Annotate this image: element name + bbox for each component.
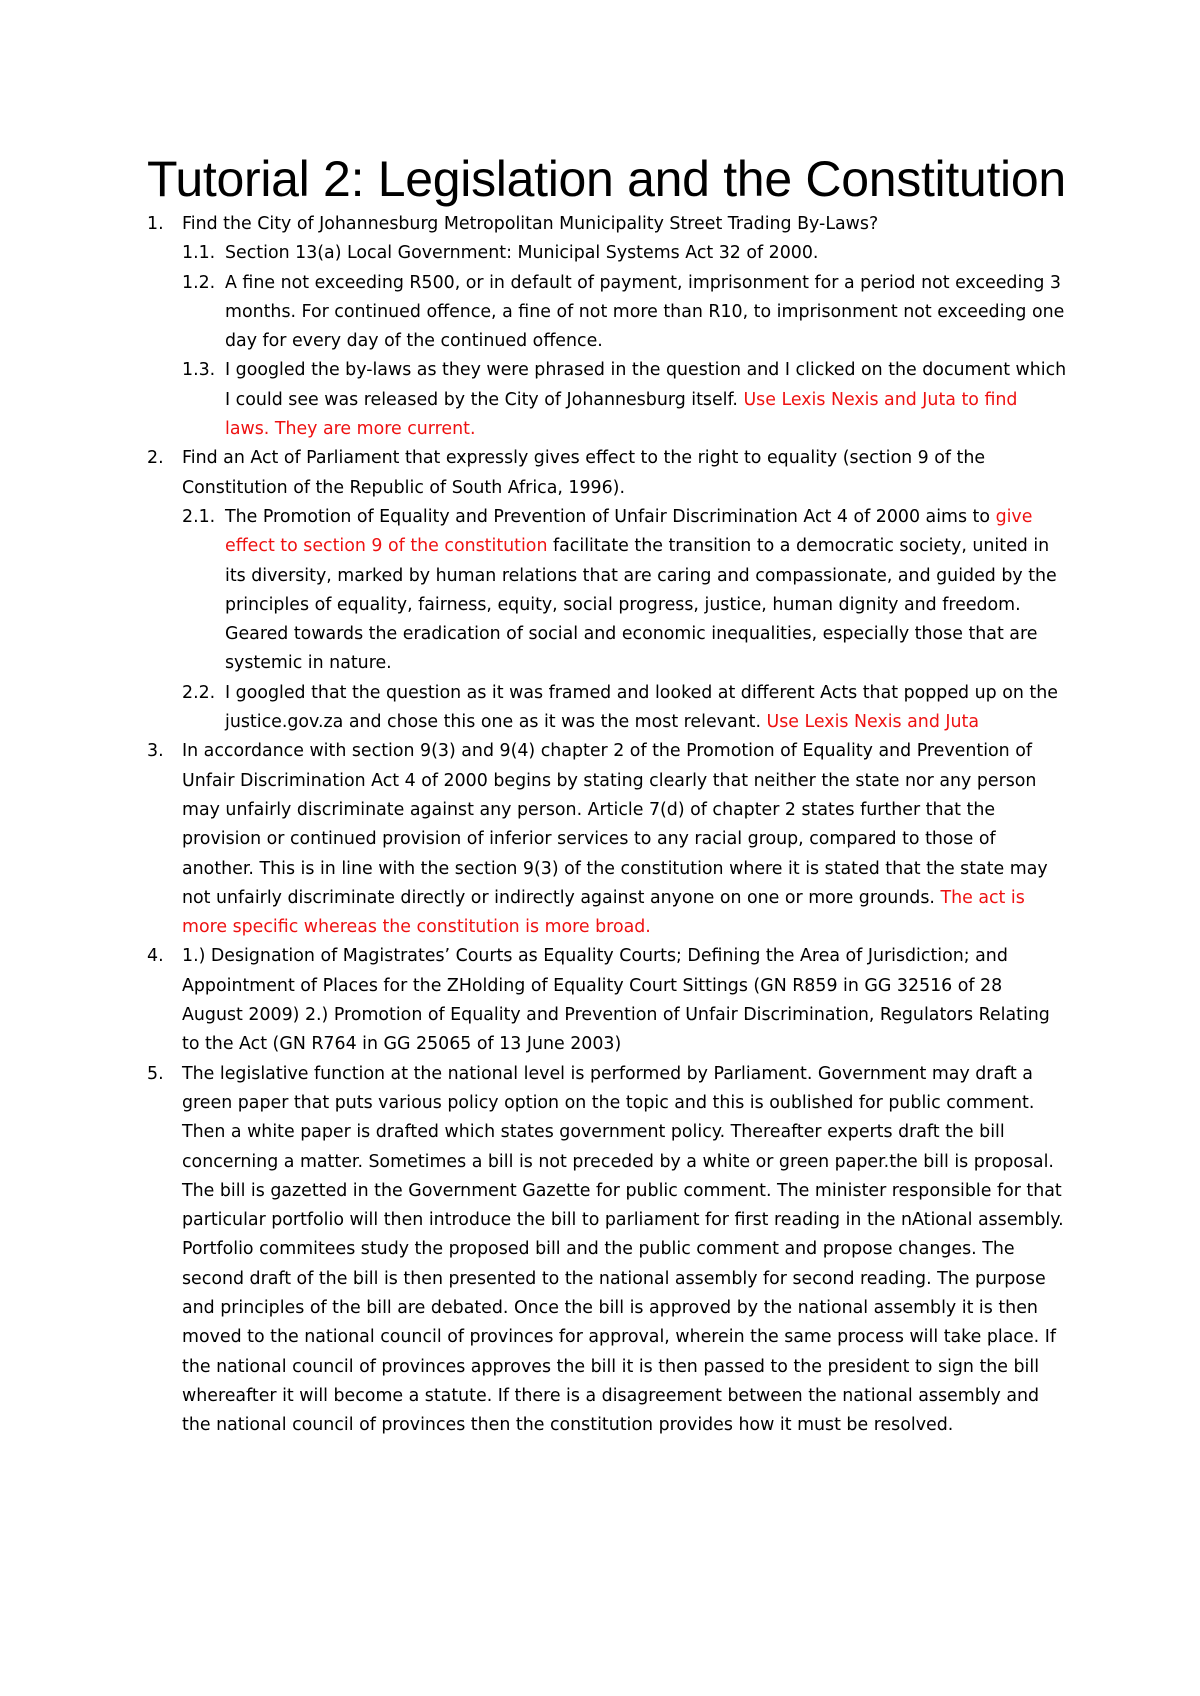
- item-text: Find an Act of Parliament that expressly gives effect to the right to equality (section 9 of the Constitution of the Republic of South Africa, 1996).: [182, 448, 986, 498]
- list-item-5: [147, 1060, 1067, 1441]
- item-text: Find the City of Johannesburg Metropolitan Municipality Street Trading By-Laws?: [182, 214, 879, 234]
- item-number: 5.: [147, 1063, 164, 1084]
- item-text: The legislative function at the national level is performed by Parliament. Government may draft a green paper that puts various policy option on the topic and this is oublished for public comment. Then a white paper is drafted which states government policy. Thereafter experts draft the bill concerning a matter. Sometimes a bill is not preceded by a white or green paper.the bill is proposal. The bill is gazetted in the Government Gazette for public comment. The minister responsible for that particular portfolio will then introduce the bill to parliament for first reading in the nAtional assembly. Portfolio commitees study the proposed bill and the public comment and propose changes. The second draft of the bill is then presented to the national assembly for second reading. The purpose and principles of the bill are debated. Once the bill is approved by the national assembly it is then moved to the national council of provinces for approval, wherein the same process will take place. If the national council of provinces approves the bill it is then passed to the president to sign the bill whereafter it will become a statute. If there is a disagreement between the national assembly and the national council of provinces then the constitution provides how it must be resolved.: [182, 1063, 1064, 1436]
- document-title: Tutorial 2: Legislation and the Constitution: [147, 151, 1066, 207]
- sub-item-number: 1.2.: [182, 272, 216, 293]
- list-item-1: [147, 210, 1067, 444]
- question-list: [147, 210, 1067, 1440]
- sub-list-1: [182, 239, 1067, 444]
- sub-item-1-2: [182, 269, 1067, 357]
- item-number: 3.: [147, 741, 164, 762]
- item-text: In accordance with section 9(3) and 9(4) chapter 2 of the Promotion of Equality and Prevention of Unfair Discrimination Act 4 of 2000 begins by stating clearly that neither the state nor any person may unfairly discriminate against any person. Article 7(d) of chapter 2 states further that the provision or continued provision of inferior services to any racial group, compared to those of another. This is in line with the section 9(3) of the constitution where it is stated that the state may not unfairly discriminate directly or indirectly against anyone on one or more grounds.: [182, 741, 1048, 908]
- list-item-4: [147, 942, 1067, 1059]
- sub-item-1-1: [182, 239, 1067, 268]
- sub-item-text-before: The Promotion of Equality and Prevention of Unfair Discrimination Act 4 of 2000 aims to: [225, 506, 991, 527]
- sub-item-2-2: [182, 679, 1067, 738]
- item-number: 2.: [147, 448, 164, 469]
- tutor-comment: give effect to section 9 of the constitution: [225, 506, 1033, 557]
- sub-item-text-after: facilitate the transition to a democratic society, united in its diversity, marked by human relations that are caring and compassionate, and guided by the principles of equality, fairness, equity, social progress, justice, human dignity and freedom. Geared towards the eradication of social and economic inequalities, especially those that are systemic in nature.: [225, 536, 1057, 674]
- list-item-2: [147, 444, 1067, 737]
- sub-item-1-3: [182, 356, 1067, 444]
- tutor-comment: Use Lexis Nexis and Juta to find laws. They are more current.: [225, 389, 1018, 440]
- sub-item-text: A fine not exceeding R500, or in default of payment, imprisonment for a period not exceeding 3 months. For continued offence, a fine of not more than R10, to imprisonment not exceeding one day for every day of the continued offence.: [225, 272, 1065, 352]
- tutor-comment: The act is more specific whereas the constitution is more broad.: [182, 887, 1025, 938]
- document-page: [147, 148, 1067, 1440]
- sub-list-2: [182, 503, 1067, 737]
- item-number: 1.: [147, 214, 164, 234]
- sub-item-text: Section 13(a) Local Government: Municipal Systems Act 32 of 2000.: [225, 243, 819, 264]
- tutor-comment: Use Lexis Nexis and Juta: [766, 712, 980, 733]
- item-text: 1.) Designation of Magistrates’ Courts as Equality Courts; Defining the Area of Jurisdiction; and Appointment of Places for the ZHolding of Equality Court Sittings (GN R859 in GG 32516 of 28 August 2009) 2.) Promotion of Equality and Prevention of Unfair Discrimination, Regulators Relating to the Act (GN R764 in GG 25065 of 13 June 2003): [182, 946, 1050, 1055]
- sub-item-number: 2.2.: [182, 682, 216, 703]
- sub-item-text: I googled the by-laws as they were phrased in the question and I clicked on the document which I could see was released by the City of Johannesburg itself.: [225, 360, 1067, 410]
- sub-item-number: 1.1.: [182, 243, 216, 264]
- list-item-3: [147, 737, 1067, 942]
- sub-item-number: 1.3.: [182, 360, 216, 381]
- item-number: 4.: [147, 946, 164, 967]
- sub-item-text: I googled that the question as it was framed and looked at different Acts that popped up on the justice.gov.za and chose this one as it was the most relevant.: [225, 682, 1058, 733]
- sub-item-2-1: [182, 503, 1067, 679]
- sub-item-number: 2.1.: [182, 506, 216, 527]
